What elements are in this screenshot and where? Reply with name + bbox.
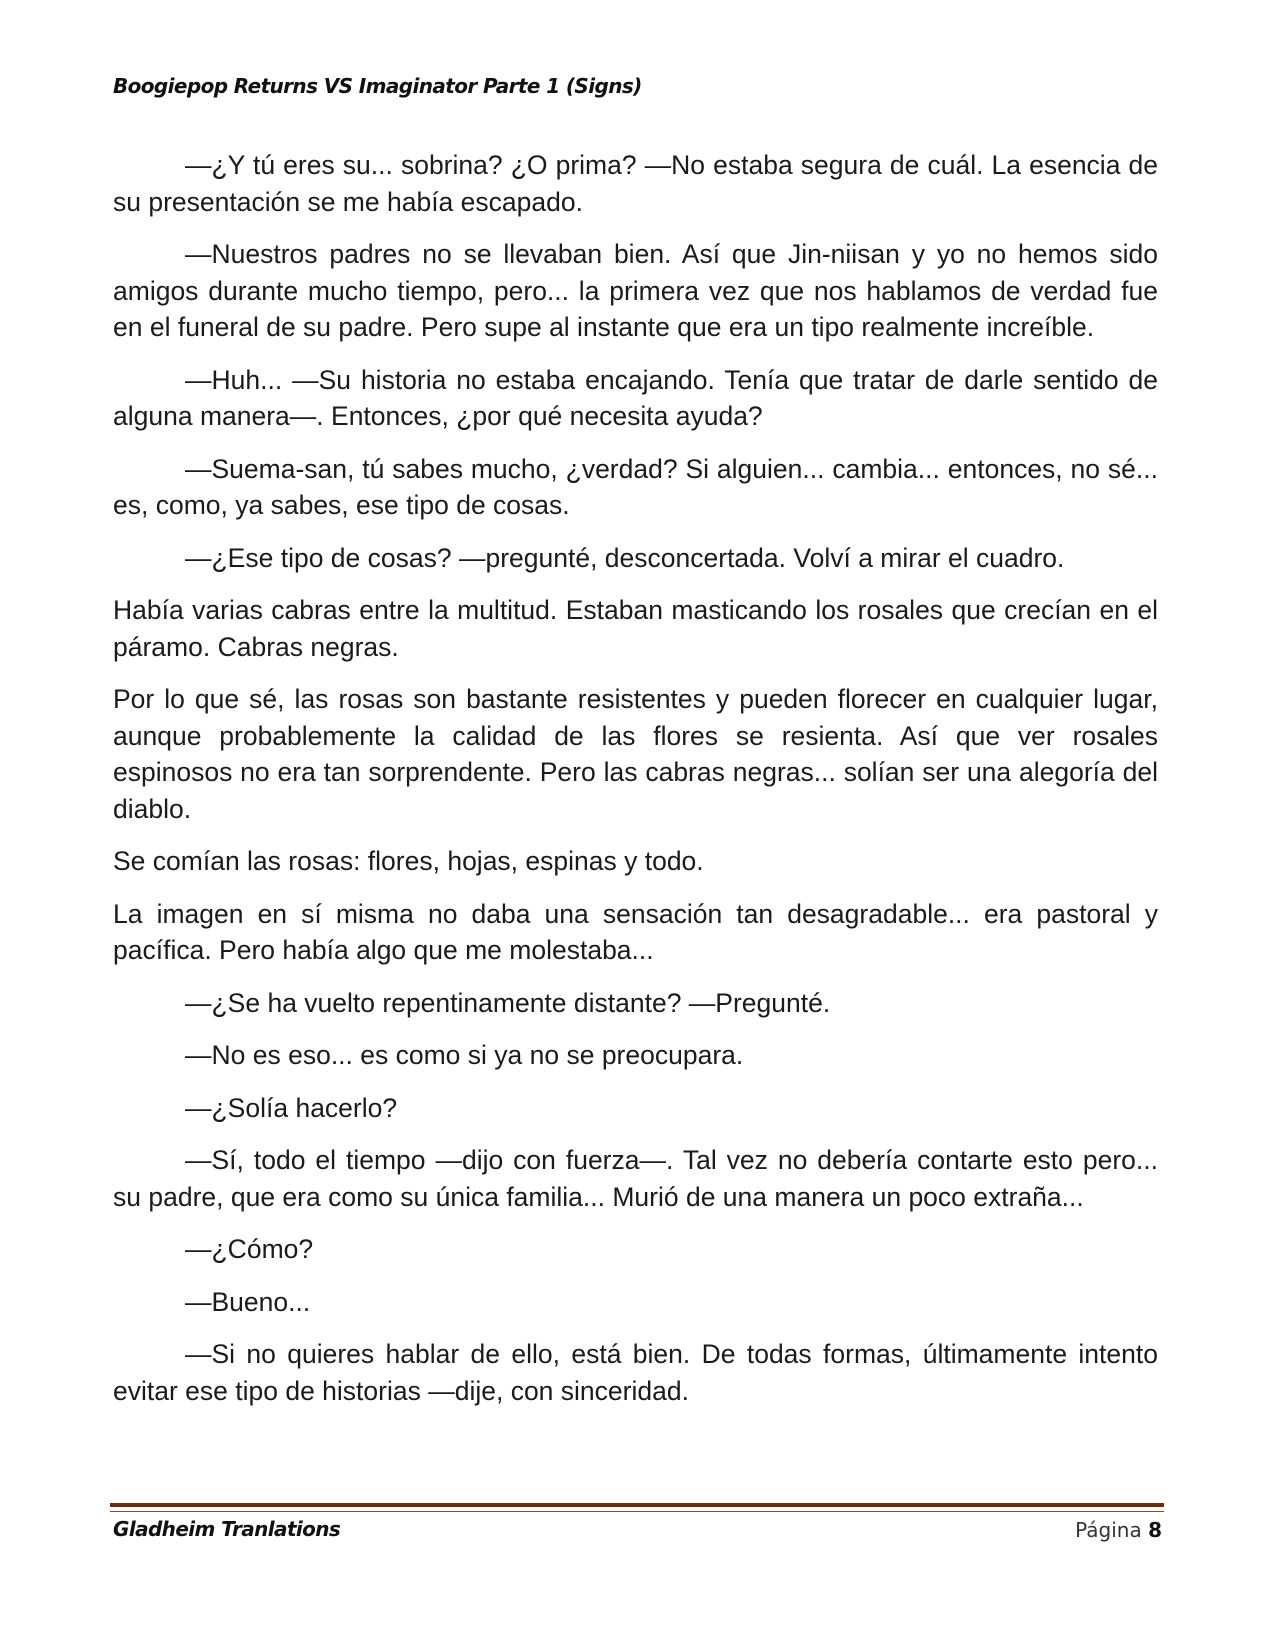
paragraph: —Suema-san, tú sabes mucho, ¿verdad? Si alguien... cambia... entonces, no sé... es, como, ya sabes, ese tipo de cosas. — [113, 453, 1158, 520]
running-header: Boogiepop Returns VS Imaginator Parte 1 (Signs) — [113, 74, 642, 98]
paragraph: —Bueno... — [185, 1286, 311, 1317]
paragraph: —¿Cómo? — [185, 1234, 314, 1264]
body-text — [113, 147, 1158, 1425]
paragraph: La imagen en sí misma no daba una sensación tan desagradable... era pastoral y pacífica. Pero había algo que me molestaba... — [113, 898, 1158, 965]
paragraph: —Nuestros padres no se llevaban bien. Así que Jin-niisan y yo no hemos sido amigos durante mucho tiempo, pero... la primera vez que nos hablamos de verdad fue en el funeral de su padre. Pero supe al instante que era un tipo realmente increíble. — [113, 239, 1158, 342]
footer-page-indicator — [1075, 1518, 1162, 1542]
paragraph: Había varias cabras entre la multitud. Estaban masticando los rosales que crecían en el páramo. Cabras negras. — [113, 595, 1158, 662]
page-label: Página — [1075, 1518, 1142, 1542]
page-number: 8 — [1148, 1518, 1162, 1542]
paragraph: Se comían las rosas: flores, hojas, espinas y todo. — [113, 846, 704, 876]
paragraph: —Sí, todo el tiempo —dijo con fuerza—. Tal vez no debería contarte esto pero... su padre, que era como su única familia... Murió de una manera un poco extraña... — [113, 1145, 1158, 1212]
footer-rule — [110, 1503, 1164, 1507]
footer-credit: Gladheim Tranlations — [113, 1517, 341, 1541]
paragraph: Por lo que sé, las rosas son bastante resistentes y pueden florecer en cualquier lugar, aunque probablemente la calidad de las flores se resienta. Así que ver rosales espinosos no era tan sorprendente. Pero las cabras negras... solían ser una alegoría del diablo. — [113, 684, 1158, 824]
paragraph: —¿Se ha vuelto repentinamente distante? —Pregunté. — [185, 987, 831, 1018]
paragraph: —Si no quieres hablar de ello, está bien. De todas formas, últimamente intento evitar ese tipo de historias —dije, con sinceridad. — [113, 1339, 1158, 1406]
paragraph: —¿Ese tipo de cosas? —pregunté, desconcertada. Volví a mirar el cuadro. — [185, 542, 1065, 573]
paragraph: —Huh... —Su historia no estaba encajando. Tenía que tratar de darle sentido de alguna manera—. Entonces, ¿por qué necesita ayuda? — [113, 364, 1158, 431]
footer-rule-thin — [110, 1511, 1164, 1512]
paragraph: —¿Solía hacerlo? — [185, 1092, 398, 1123]
paragraph: —¿Y tú eres su... sobrina? ¿O prima? —No estaba segura de cuál. La esencia de su presentación se me había escapado. — [113, 150, 1158, 217]
paragraph: —No es eso... es como si ya no se preocupara. — [185, 1040, 744, 1070]
